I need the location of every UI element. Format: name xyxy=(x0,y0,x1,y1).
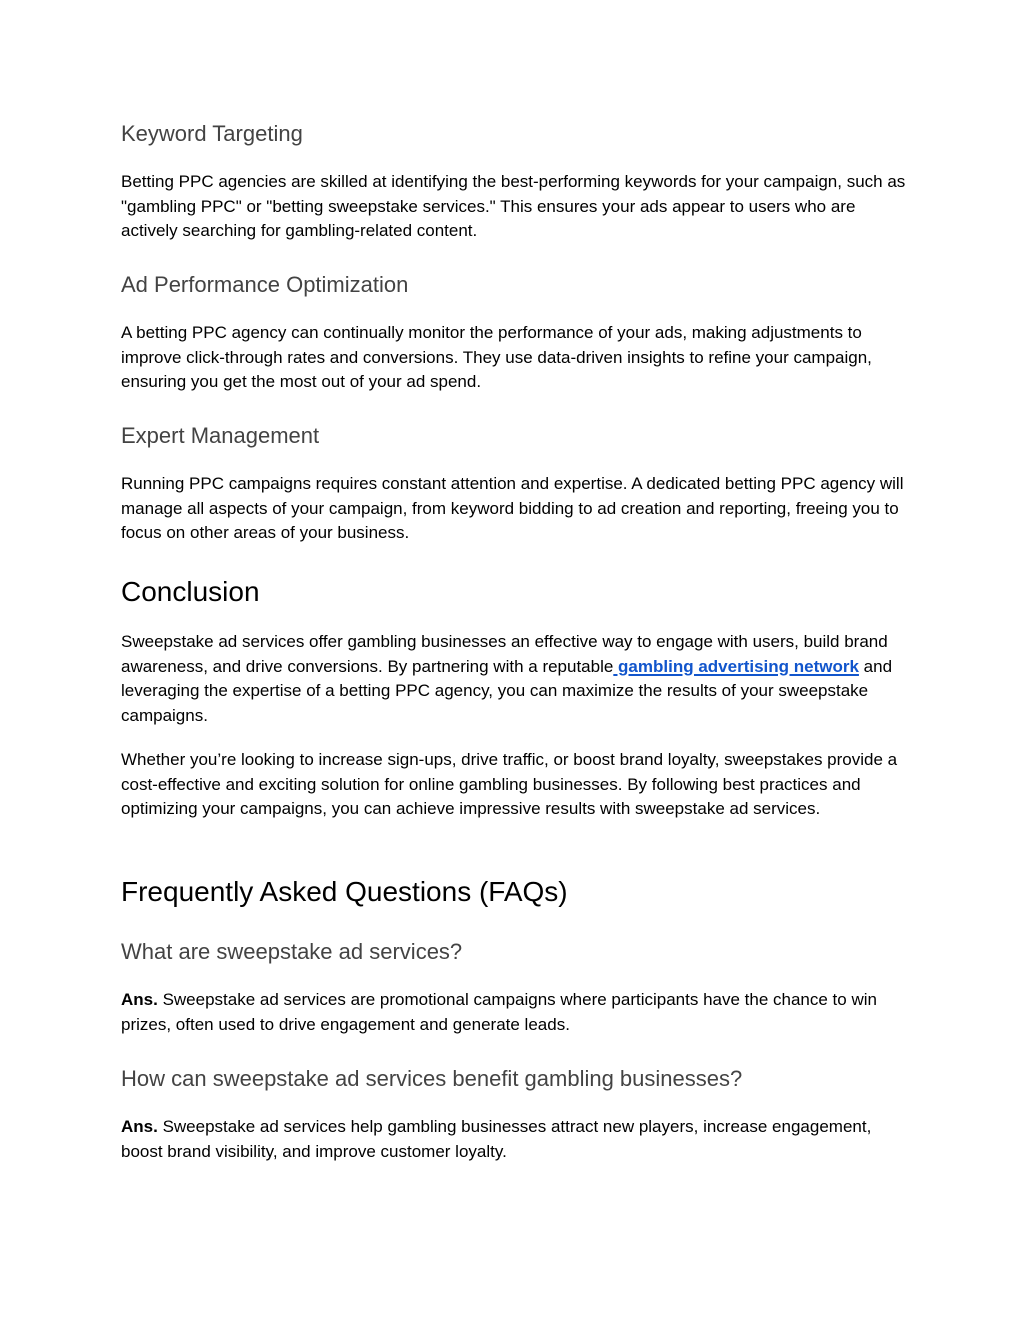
conclusion-text-before-link: Sweepstake ad services offer gambling businesses an effective way to engage with users, build brand awareness, and drive conversions. By partnering with a reputable xyxy=(121,632,888,676)
faq-question-1: What are sweepstake ad services? xyxy=(121,939,463,964)
expert-management-paragraph: Running PPC campaigns requires constant attention and expertise. A dedicated betting PPC agency will manage all aspects of your campaign, from keyword bidding to ad creation and reporting, freeing you to focus on other areas of your business. xyxy=(121,474,904,542)
faq-answer-2 xyxy=(121,1115,911,1164)
answer-prefix: Ans. xyxy=(121,990,158,1009)
conclusion-heading: Conclusion xyxy=(121,576,260,607)
answer-text: Sweepstake ad services are promotional campaigns where participants have the chance to win prizes, often used to drive engagement and generate leads. xyxy=(121,990,877,1034)
keyword-targeting-paragraph: Betting PPC agencies are skilled at identifying the best-performing keywords for your campaign, such as "gambling PPC" or "betting sweepstake services." This ensures your ads appear to users who are actively searching for gambling-related content. xyxy=(121,172,906,240)
answer-prefix: Ans. xyxy=(121,1117,158,1136)
faq-question-2: How can sweepstake ad services benefit gambling businesses? xyxy=(121,1066,743,1091)
faq-answer-1 xyxy=(121,988,911,1037)
keyword-targeting-heading: Keyword Targeting xyxy=(121,121,303,146)
conclusion-text-after-link: and leveraging the expertise of a betting PPC agency, you can maximize the results of your sweepstake campaigns. xyxy=(121,656,893,725)
gambling-advertising-network-link[interactable]: gambling advertising network xyxy=(613,656,859,676)
faq-heading: Frequently Asked Questions (FAQs) xyxy=(121,876,568,907)
conclusion-paragraph-1 xyxy=(121,630,911,728)
expert-management-heading: Expert Management xyxy=(121,423,320,448)
ad-performance-paragraph: A betting PPC agency can continually monitor the performance of your ads, making adjustments to improve click-through rates and conversions. They use data-driven insights to refine your campaign, ensuring you get the most out of your ad spend. xyxy=(121,323,872,391)
answer-text: Sweepstake ad services help gambling businesses attract new players, increase engagement, boost brand visibility, and improve customer loyalty. xyxy=(121,1117,872,1161)
conclusion-paragraph-2: Whether you’re looking to increase sign-ups, drive traffic, or boost brand loyalty, sweepstakes provide a cost-effective and exciting solution for online gambling businesses. By following best practices and optimizing your campaigns, you can achieve impressive results with sweepstake ad services. xyxy=(121,750,898,818)
ad-performance-heading: Ad Performance Optimization xyxy=(121,272,409,297)
